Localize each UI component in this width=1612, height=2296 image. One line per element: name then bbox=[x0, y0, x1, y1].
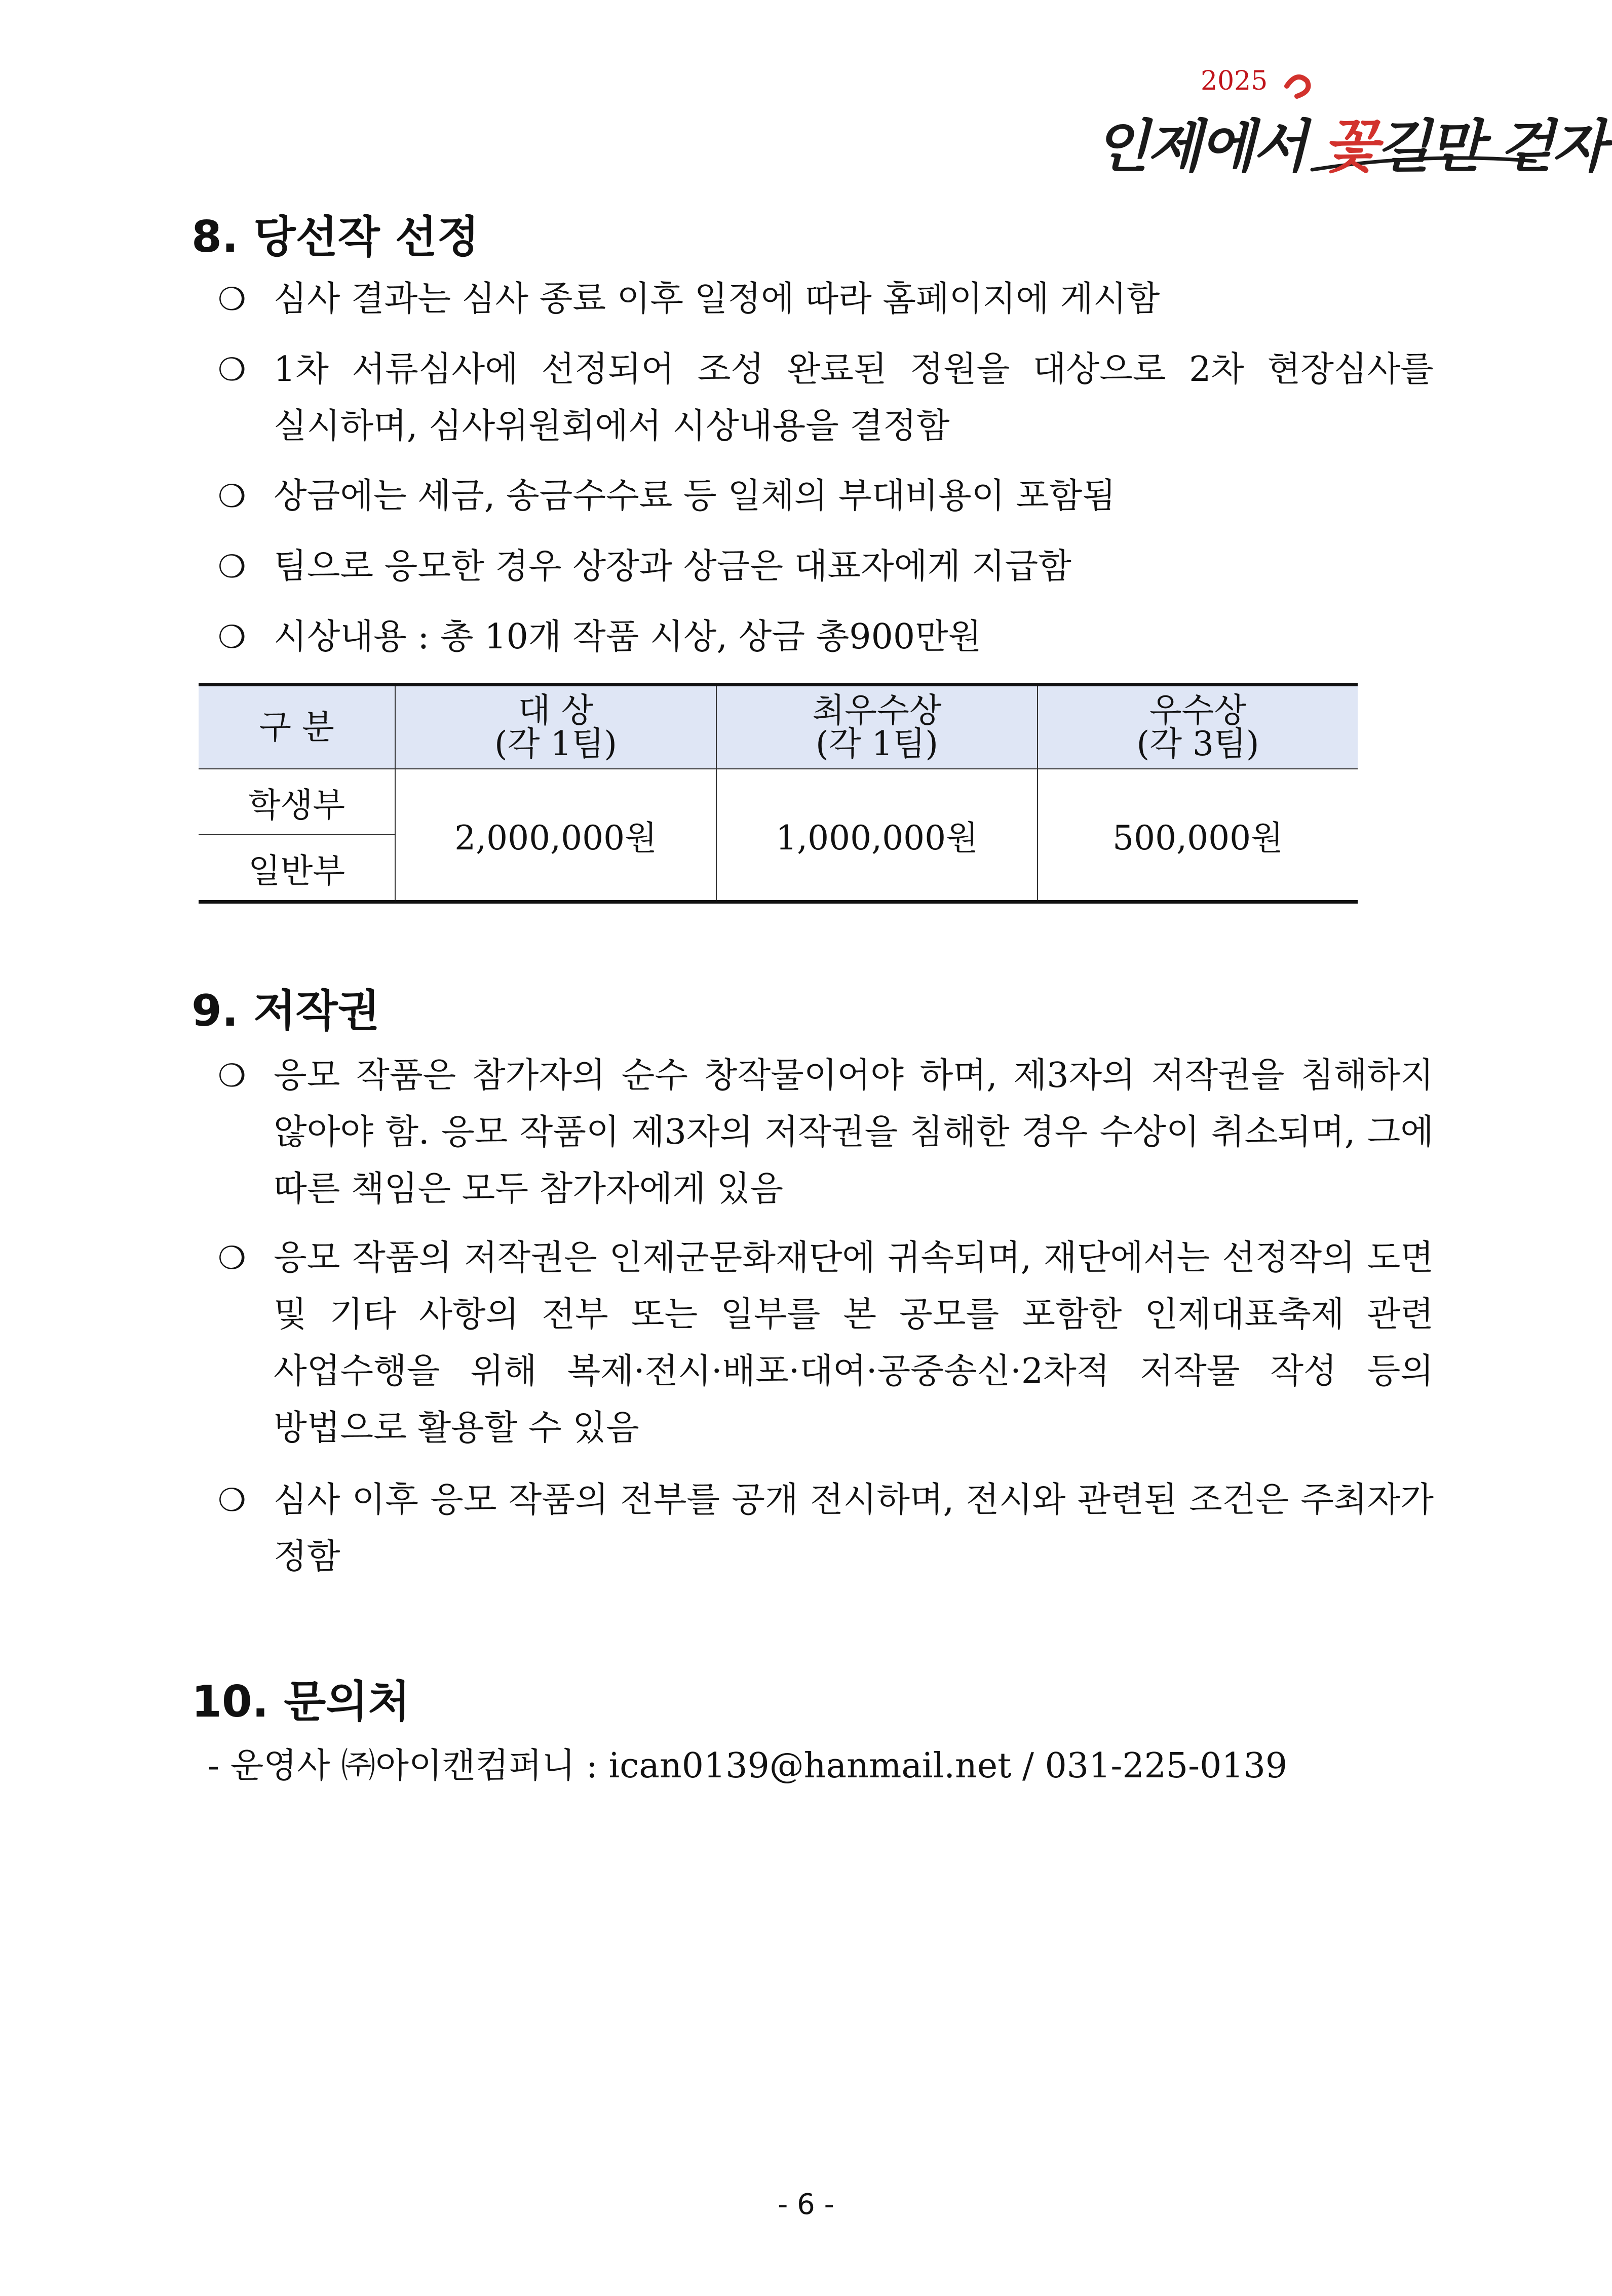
contact-phone: 031-225-0139 bbox=[1045, 1746, 1288, 1786]
list-item-text: 심사 결과는 심사 종료 이후 일정에 따라 홈페이지에 게시함 bbox=[274, 279, 1160, 319]
list-item-text: 응모 작품의 저작권은 인제군문화재단에 귀속되며, 재단에서는 선정작의 도면 및 기타 사항의 전부 또는 일부를 본 공모를 포함한 인제대표축제 관련 사업수행을 위해 복제·전시·배포·대여·공중송신·2차적 저작물 작성 등의 방법으로 활용할 수 있음 bbox=[274, 1238, 1434, 1448]
circle-bullet-icon: ❍ bbox=[218, 351, 246, 388]
table-header-row bbox=[199, 685, 1358, 769]
list-item-text: 심사 이후 응모 작품의 전부를 공개 전시하며, 전시와 관련된 조건은 주최자가 정함 bbox=[274, 1480, 1434, 1577]
header-merit-prize-count: (각 3팀) bbox=[1136, 724, 1259, 763]
header-grand-prize-count: (각 1팀) bbox=[494, 724, 617, 763]
row-label-student: 학생부 bbox=[199, 769, 395, 835]
contact-email-link[interactable]: ican0139@hanmail.net bbox=[608, 1746, 1012, 1786]
list-item bbox=[218, 1230, 1434, 1457]
header-merit-prize-label: 우수상 bbox=[1149, 691, 1247, 730]
section-heading: 9. 저작권 bbox=[191, 986, 380, 1036]
circle-bullet-icon: ❍ bbox=[218, 1482, 246, 1519]
table-row bbox=[199, 769, 1358, 835]
list-item bbox=[218, 538, 1434, 595]
list-item bbox=[218, 1047, 1434, 1218]
logo-text-accent: 꽃 bbox=[1323, 113, 1376, 180]
circle-bullet-icon: ❍ bbox=[218, 1239, 246, 1276]
amount-merit-prize: 500,000원 bbox=[1038, 769, 1358, 902]
festival-logo bbox=[1094, 66, 1605, 182]
amount-excellence-prize: 1,000,000원 bbox=[716, 769, 1038, 902]
section-heading: 10. 문의처 bbox=[191, 1677, 410, 1727]
section-heading: 8. 당선작 선정 bbox=[191, 212, 479, 262]
list-item bbox=[218, 271, 1434, 328]
list-item bbox=[218, 341, 1434, 455]
list-item bbox=[218, 609, 1434, 666]
circle-bullet-icon: ❍ bbox=[218, 478, 246, 515]
contact-separator: / bbox=[1011, 1746, 1045, 1786]
logo-text-rest: 길만 걷자 bbox=[1375, 113, 1605, 180]
row-label-general: 일반부 bbox=[199, 835, 395, 902]
header-grand-prize bbox=[395, 685, 716, 769]
header-grand-prize-label: 대 상 bbox=[518, 691, 594, 730]
contact-info bbox=[208, 1738, 1287, 1787]
header-excellence-prize-count: (각 1팀) bbox=[816, 724, 938, 763]
logo-year: 2025 bbox=[1201, 66, 1268, 96]
logo-text bbox=[1094, 101, 1605, 183]
prize-table bbox=[199, 683, 1358, 904]
circle-bullet-icon: ❍ bbox=[218, 281, 246, 318]
circle-bullet-icon: ❍ bbox=[218, 548, 246, 585]
list-item-text: 응모 작품은 참가자의 순수 창작물이어야 하며, 제3자의 저작권을 침해하지 않아야 함. 응모 작품이 제3자의 저작권을 침해한 경우 수상이 취소되며, 그에 따른 책임은 모두 참가자에게 있음 bbox=[274, 1056, 1434, 1209]
header-category: 구 분 bbox=[199, 685, 395, 769]
logo-text-main: 인제에서 bbox=[1094, 113, 1323, 180]
amount-grand-prize: 2,000,000원 bbox=[395, 769, 716, 902]
list-item-text: 1차 서류심사에 선정되어 조성 완료된 정원을 대상으로 2차 현장심사를 실시하며, 심사위원회에서 시상내용을 결정함 bbox=[274, 349, 1434, 446]
list-item-text: 상금에는 세금, 송금수수료 등 일체의 부대비용이 포함됨 bbox=[274, 476, 1116, 516]
header-merit-prize bbox=[1038, 685, 1358, 769]
circle-bullet-icon: ❍ bbox=[218, 618, 246, 655]
list-item-text: 팀으로 응모한 경우 상장과 상금은 대표자에게 지급함 bbox=[274, 547, 1071, 587]
header-excellence-prize bbox=[716, 685, 1038, 769]
list-item bbox=[218, 468, 1434, 525]
circle-bullet-icon: ❍ bbox=[218, 1057, 246, 1094]
list-item bbox=[218, 1472, 1434, 1585]
list-item-text: 시상내용 : 총 10개 작품 시상, 상금 총900만원 bbox=[274, 617, 982, 657]
page-number: - 6 - bbox=[778, 2188, 834, 2221]
contact-prefix: - 운영사 ㈜아이캔컴퍼니 : bbox=[208, 1746, 609, 1786]
header-excellence-prize-label: 최우수상 bbox=[812, 691, 942, 730]
